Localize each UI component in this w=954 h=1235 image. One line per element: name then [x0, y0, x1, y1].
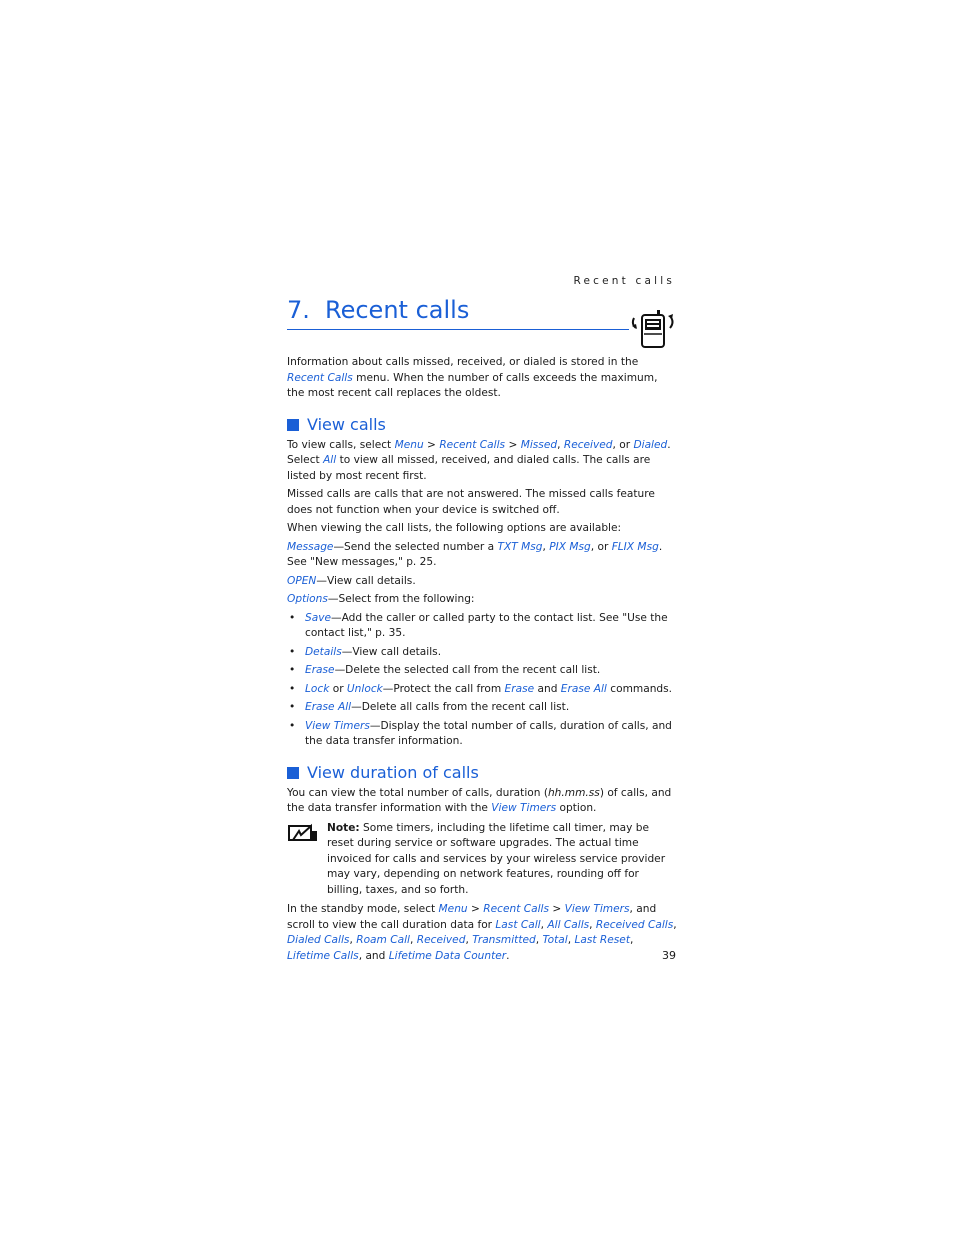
- list-item: • Erase All—Delete all calls from the recent call list.: [289, 701, 570, 713]
- section-square-icon: [287, 767, 299, 779]
- view-duration-paragraph-1: You can view the total number of calls, duration (hh.mm.ss) of calls, and the data transfer information with the View Timers option.: [287, 786, 672, 814]
- note-box: Note: Some timers, including the lifetime call timer, may be reset during service or software upgrades. The actual time invoiced for calls and services by your wireless service provider may vary, depending on network features, rounding off for billing, taxes, and so forth.: [287, 821, 677, 899]
- option-message: Message—Send the selected number a TXT Msg, PIX Msg, or FLIX Msg. See "New messages," p. 25.: [287, 540, 663, 568]
- intro-paragraph: Information about calls missed, received, or dialed is stored in the Recent Calls menu. When the number of calls exceeds the maximum, the most recent call replaces the oldest.: [287, 356, 658, 399]
- list-item: • Details—View call details.: [289, 645, 442, 658]
- view-calls-paragraph-3: When viewing the call lists, the following options are available:: [287, 522, 622, 534]
- list-item: • Lock or Unlock—Protect the call from Erase and Erase All commands.: [289, 682, 673, 695]
- options-list: [287, 611, 677, 750]
- page-number: 39: [662, 949, 676, 962]
- option-options: Options—Select from the following:: [287, 593, 475, 605]
- view-calls-paragraph-1: To view calls, select Menu > Recent Calls > Missed, Received, or Dialed. Select All to view all missed, received, and dialed calls. The calls are listed by most recent first.: [287, 438, 671, 482]
- list-item: • View Timers—Display the total number of calls, duration of calls, and the data transfer information.: [289, 719, 672, 747]
- chapter-heading: [287, 296, 629, 330]
- chapter-number: 7.: [287, 296, 310, 324]
- phone-recent-calls-icon: [630, 308, 678, 350]
- section-square-icon: [287, 419, 299, 431]
- view-calls-paragraph-2: Missed calls are calls that are not answered. The missed calls feature does not function when your device is switched off.: [287, 488, 655, 516]
- list-item: • Save—Add the caller or called party to the contact list. See "Use the contact list," p. 35.: [289, 611, 668, 639]
- list-item: • Erase—Delete the selected call from the recent call list.: [289, 664, 601, 676]
- option-open: OPEN—View call details.: [287, 574, 416, 587]
- view-duration-paragraph-2: In the standby mode, select Menu > Recent Calls > View Timers, and scroll to view the call duration data for Last Call, All Calls, Received Calls, Dialed Calls, Roam Call, Received, Transmitted, Total, Last Reset, Lifetime Calls, and Lifetime Data Counter.: [287, 903, 677, 962]
- chapter-title: Recent calls: [325, 296, 470, 324]
- cmd-recent-calls: Recent Calls: [287, 371, 353, 384]
- page-content: [287, 355, 677, 967]
- section-heading-view-duration: View duration of calls: [287, 764, 677, 782]
- note-hand-icon: [287, 823, 319, 845]
- running-head: Recent calls: [573, 275, 675, 287]
- section-heading-view-calls: View calls: [287, 416, 677, 434]
